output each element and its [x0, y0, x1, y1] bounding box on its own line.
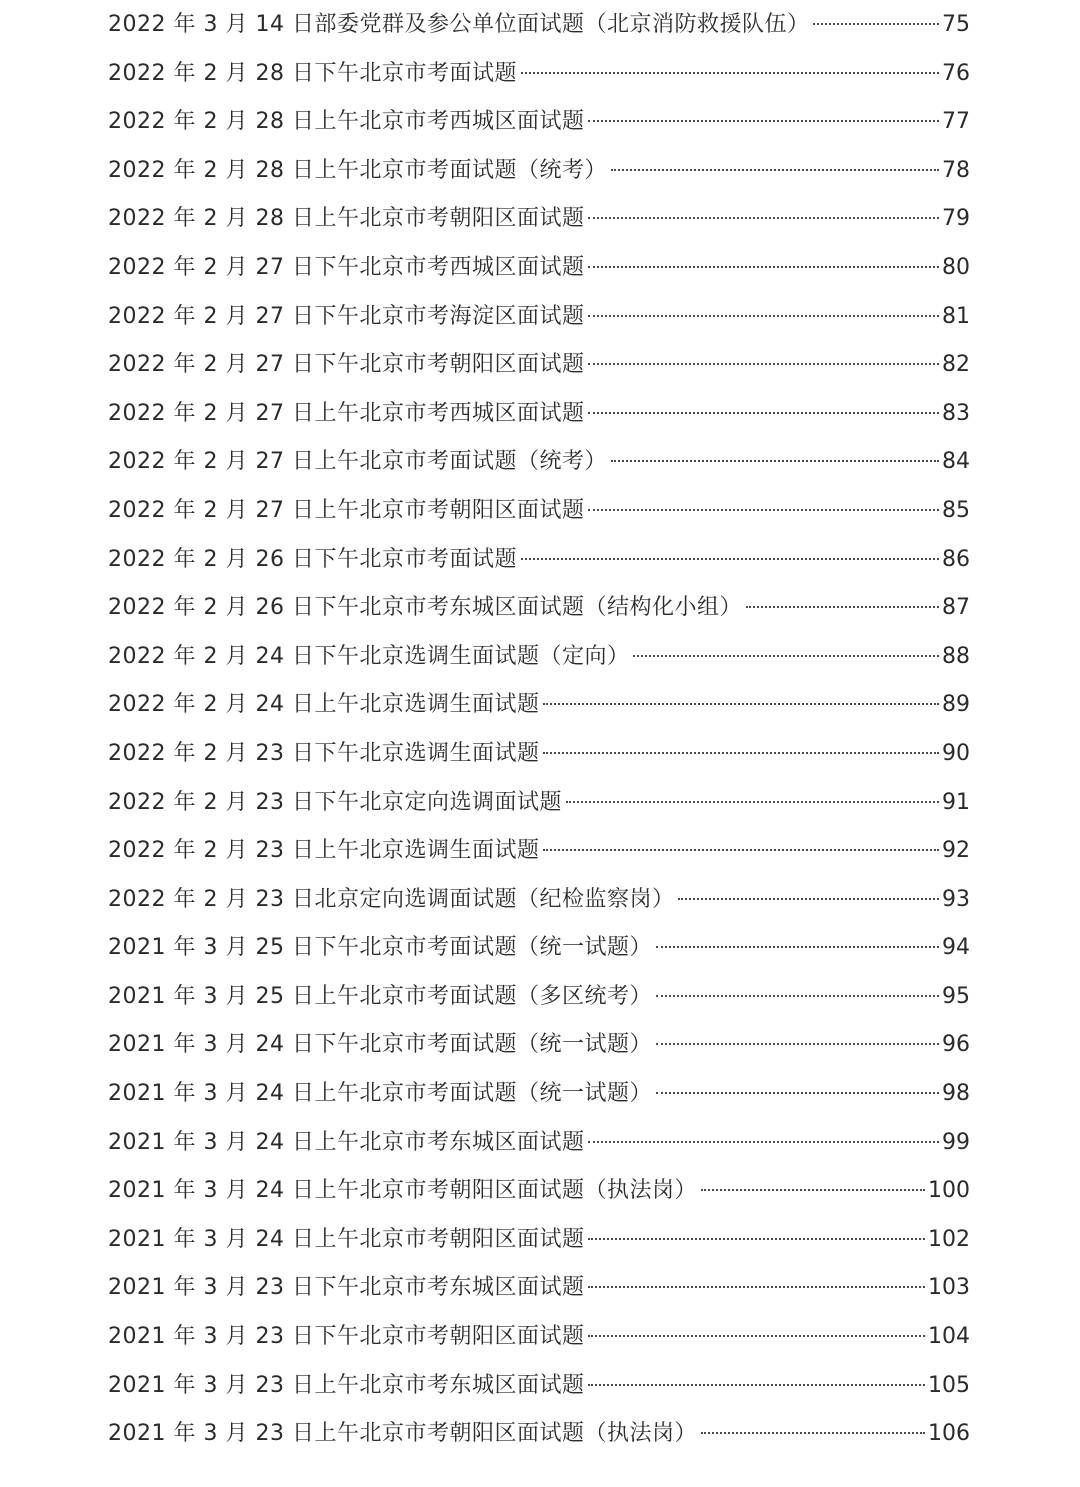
- toc-entry[interactable]: [108, 584, 970, 633]
- toc-dot-leader: [678, 898, 939, 900]
- toc-dot-leader: [701, 1189, 925, 1191]
- toc-dot-leader: [543, 849, 939, 851]
- toc-entry[interactable]: [108, 1167, 970, 1216]
- toc-entry-title: 2022 年 2 月 27 日下午北京市考海淀区面试题: [108, 303, 585, 329]
- toc-dot-leader: [813, 23, 939, 25]
- toc-entry-title: 2022 年 2 月 24 日下午北京选调生面试题（定向）: [108, 643, 630, 669]
- toc-entry-title: 2021 年 3 月 23 日下午北京市考东城区面试题: [108, 1275, 585, 1301]
- toc-page-number: 77: [942, 109, 970, 135]
- toc-dot-leader: [588, 1384, 925, 1386]
- toc-dot-leader: [656, 1092, 939, 1094]
- toc-dot-leader: [656, 995, 939, 997]
- toc-page-number: 83: [942, 400, 970, 426]
- toc-page-number: 90: [942, 740, 970, 766]
- toc-page-number: 75: [942, 12, 970, 37]
- toc-entry[interactable]: [108, 1313, 970, 1362]
- toc-entry[interactable]: [108, 1264, 970, 1313]
- toc-entry[interactable]: [108, 779, 970, 828]
- toc-dot-leader: [543, 752, 939, 754]
- toc-entry[interactable]: [108, 1410, 970, 1459]
- toc-dot-leader: [588, 412, 939, 414]
- toc-entry[interactable]: [108, 536, 970, 585]
- toc-dot-leader: [588, 315, 939, 317]
- toc-dot-leader: [656, 1043, 939, 1045]
- toc-entry[interactable]: [108, 876, 970, 925]
- toc-entry-title: 2021 年 3 月 24 日上午北京市考面试题（统一试题）: [108, 1081, 652, 1107]
- toc-entry[interactable]: [108, 1, 970, 50]
- toc-entry[interactable]: [108, 438, 970, 487]
- toc-dot-leader: [566, 801, 939, 803]
- toc-entry[interactable]: [108, 1070, 970, 1119]
- toc-entry[interactable]: [108, 293, 970, 342]
- toc-entry-title: 2022 年 2 月 26 日下午北京市考东城区面试题（结构化小组）: [108, 595, 742, 621]
- toc-page-number: 82: [942, 352, 970, 378]
- toc-page-number: 85: [942, 497, 970, 523]
- toc-dot-leader: [701, 1432, 925, 1434]
- toc-entry-title: 2022 年 2 月 27 日上午北京市考西城区面试题: [108, 400, 585, 426]
- toc-dot-leader: [588, 1238, 925, 1240]
- toc-entry-title: 2022 年 2 月 23 日上午北京选调生面试题: [108, 838, 540, 864]
- toc-page-number: 78: [942, 157, 970, 183]
- toc-entry-title: 2022 年 2 月 28 日上午北京市考西城区面试题: [108, 109, 585, 135]
- toc-entry-title: 2021 年 3 月 23 日上午北京市考东城区面试题: [108, 1372, 585, 1398]
- toc-dot-leader: [521, 72, 939, 74]
- toc-dot-leader: [611, 169, 939, 171]
- toc-entry[interactable]: [108, 50, 970, 99]
- toc-page-number: 106: [928, 1421, 970, 1447]
- toc-entry-title: 2021 年 3 月 24 日上午北京市考朝阳区面试题: [108, 1226, 585, 1252]
- toc-dot-leader: [611, 460, 939, 462]
- toc-entry-title: 2022 年 2 月 23 日北京定向选调面试题（纪检监察岗）: [108, 886, 675, 912]
- toc-entry[interactable]: [108, 244, 970, 293]
- toc-page-number: 98: [942, 1081, 970, 1107]
- toc-dot-leader: [633, 655, 939, 657]
- toc-entry-title: 2021 年 3 月 24 日下午北京市考面试题（统一试题）: [108, 1032, 652, 1058]
- toc-entry-title: 2022 年 2 月 28 日上午北京市考面试题（统考）: [108, 157, 607, 183]
- toc-page-number: 87: [942, 595, 970, 621]
- toc-page-number: 89: [942, 692, 970, 718]
- toc-entry-title: 2022 年 2 月 24 日上午北京选调生面试题: [108, 692, 540, 718]
- toc-page-number: 84: [942, 449, 970, 475]
- toc-page-number: 103: [928, 1275, 970, 1301]
- toc-entry[interactable]: [108, 1362, 970, 1411]
- toc-entry-title: 2021 年 3 月 23 日下午北京市考朝阳区面试题: [108, 1324, 585, 1350]
- toc-page-number: 105: [928, 1372, 970, 1398]
- toc-dot-leader: [543, 703, 939, 705]
- toc-page-number: 92: [942, 838, 970, 864]
- toc-entry-title: 2021 年 3 月 25 日下午北京市考面试题（统一试题）: [108, 935, 652, 961]
- toc-entry-title: 2021 年 3 月 25 日上午北京市考面试题（多区统考）: [108, 983, 652, 1009]
- toc-entry[interactable]: [108, 195, 970, 244]
- toc-entry[interactable]: [108, 487, 970, 536]
- toc-entry[interactable]: [108, 1216, 970, 1265]
- toc-dot-leader: [588, 1141, 939, 1143]
- toc-page-number: 76: [942, 60, 970, 86]
- toc-page-number: 94: [942, 935, 970, 961]
- toc-entry-title: 2021 年 3 月 24 日上午北京市考朝阳区面试题（执法岗）: [108, 1178, 697, 1204]
- toc-entry[interactable]: [108, 98, 970, 147]
- toc-dot-leader: [521, 558, 939, 560]
- toc-entry-title: 2022 年 2 月 23 日下午北京定向选调面试题: [108, 789, 562, 815]
- toc-page-number: 96: [942, 1032, 970, 1058]
- toc-page-number: 93: [942, 886, 970, 912]
- toc-entry[interactable]: [108, 730, 970, 779]
- toc-entry[interactable]: [108, 633, 970, 682]
- toc-entry-title: 2022 年 2 月 27 日下午北京市考朝阳区面试题: [108, 352, 585, 378]
- toc-dot-leader: [588, 509, 939, 511]
- toc-entry-title: 2022 年 2 月 27 日下午北京市考西城区面试题: [108, 254, 585, 280]
- toc-entry-title: 2021 年 3 月 24 日上午北京市考东城区面试题: [108, 1129, 585, 1155]
- toc-dot-leader: [746, 606, 939, 608]
- toc-entry[interactable]: [108, 1021, 970, 1070]
- toc-entry-title: 2022 年 2 月 26 日下午北京市考面试题: [108, 546, 517, 572]
- toc-entry-title: 2022 年 2 月 27 日上午北京市考朝阳区面试题: [108, 497, 585, 523]
- toc-entry-title: 2022 年 2 月 28 日上午北京市考朝阳区面试题: [108, 206, 585, 232]
- toc-entry[interactable]: [108, 1119, 970, 1168]
- toc-dot-leader: [656, 946, 939, 948]
- toc-page-number: 80: [942, 254, 970, 280]
- toc-dot-leader: [588, 266, 939, 268]
- toc-dot-leader: [588, 1335, 925, 1337]
- table-of-contents: [108, 0, 970, 1459]
- toc-page-number: 81: [942, 303, 970, 329]
- toc-entry[interactable]: [108, 681, 970, 730]
- toc-dot-leader: [588, 120, 939, 122]
- toc-entry-title: 2022 年 3 月 14 日部委党群及参公单位面试题（北京消防救援队伍）: [108, 12, 810, 37]
- toc-entry[interactable]: [108, 924, 970, 973]
- toc-page-number: 104: [928, 1324, 970, 1350]
- toc-entry[interactable]: [108, 147, 970, 196]
- toc-page-number: 86: [942, 546, 970, 572]
- toc-entry-title: 2021 年 3 月 23 日上午北京市考朝阳区面试题（执法岗）: [108, 1421, 697, 1447]
- toc-entry-title: 2022 年 2 月 27 日上午北京市考面试题（统考）: [108, 449, 607, 475]
- toc-entry-title: 2022 年 2 月 23 日下午北京选调生面试题: [108, 740, 540, 766]
- toc-page-number: 99: [942, 1129, 970, 1155]
- toc-entry-title: 2022 年 2 月 28 日下午北京市考面试题: [108, 60, 517, 86]
- toc-page-number: 79: [942, 206, 970, 232]
- toc-page-number: 91: [942, 789, 970, 815]
- toc-entry[interactable]: [108, 827, 970, 876]
- toc-entry[interactable]: [108, 390, 970, 439]
- toc-dot-leader: [588, 1286, 925, 1288]
- toc-page-number: 102: [928, 1226, 970, 1252]
- toc-dot-leader: [588, 217, 939, 219]
- toc-dot-leader: [588, 363, 939, 365]
- toc-page-number: 95: [942, 983, 970, 1009]
- toc-page-number: 88: [942, 643, 970, 669]
- toc-page-number: 100: [928, 1178, 970, 1204]
- toc-entry[interactable]: [108, 341, 970, 390]
- toc-entry[interactable]: [108, 973, 970, 1022]
